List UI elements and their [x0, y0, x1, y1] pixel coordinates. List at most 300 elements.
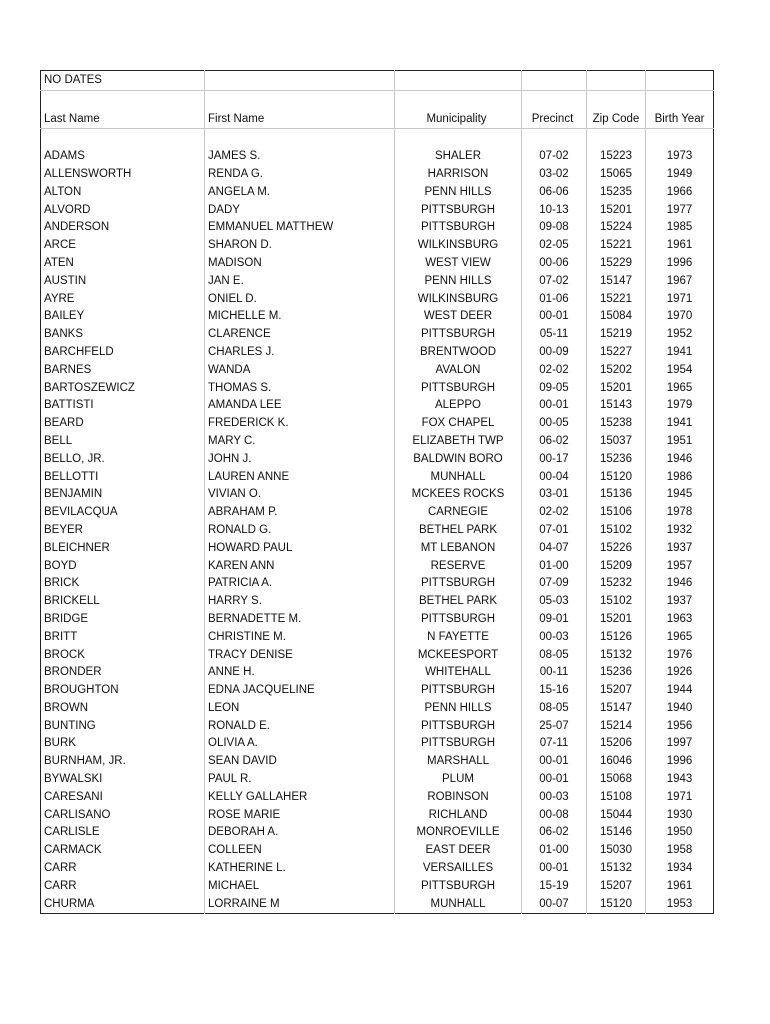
- cell-last-name: ARCE: [44, 239, 76, 252]
- cell-birth-year: 1954: [646, 362, 714, 380]
- cell-birth-year: 1997: [646, 735, 714, 753]
- table-row: [41, 326, 714, 344]
- cell-first-name: SHARON D.: [205, 237, 395, 255]
- cell-first-name: AMANDA LEE: [205, 397, 395, 415]
- header-zip-code: Zip Code: [587, 110, 646, 129]
- cell-zip-code: 15235: [587, 184, 646, 202]
- table-row: [41, 878, 714, 896]
- cell-birth-year: 1985: [646, 219, 714, 237]
- cell-first-name: MICHELLE M.: [205, 308, 395, 326]
- cell-precinct: 03-02: [522, 166, 587, 184]
- cell-precinct: 00-09: [522, 344, 587, 362]
- cell-last-name: ALVORD: [44, 203, 91, 216]
- cell-last-name: CHURMA: [44, 897, 95, 910]
- table-row: [41, 789, 714, 807]
- table-row: [41, 664, 714, 682]
- cell-precinct: 04-07: [522, 540, 587, 558]
- cell-zip-code: 15219: [587, 326, 646, 344]
- cell-precinct: 02-02: [522, 504, 587, 522]
- cell-municipality: PITTSBURGH: [395, 380, 522, 398]
- cell-precinct: 06-06: [522, 184, 587, 202]
- cell-last-name: BARNES: [44, 363, 92, 376]
- cell-birth-year: 1937: [646, 540, 714, 558]
- cell-zip-code: 15236: [587, 451, 646, 469]
- cell-zip-code: 15207: [587, 682, 646, 700]
- cell-birth-year: 1957: [646, 558, 714, 576]
- table-row: [41, 202, 714, 220]
- cell-birth-year: 1986: [646, 469, 714, 487]
- cell-zip-code: 15102: [587, 522, 646, 540]
- cell-precinct: 07-11: [522, 735, 587, 753]
- cell-municipality: PITTSBURGH: [395, 682, 522, 700]
- cell-birth-year: 1956: [646, 718, 714, 736]
- cell-zip-code: 15236: [587, 664, 646, 682]
- cell-municipality: PITTSBURGH: [395, 611, 522, 629]
- table-row: [41, 486, 714, 504]
- cell-municipality: MARSHALL: [395, 753, 522, 771]
- table-row: [41, 433, 714, 451]
- header-first-name: First Name: [205, 110, 395, 129]
- cell-zip-code: 15146: [587, 824, 646, 842]
- header-municipality: Municipality: [395, 110, 522, 129]
- table-row: [41, 237, 714, 255]
- cell-last-name: BUNTING: [44, 719, 96, 732]
- cell-municipality: VERSAILLES: [395, 860, 522, 878]
- cell-zip-code: 15202: [587, 362, 646, 380]
- cell-birth-year: 1930: [646, 807, 714, 825]
- cell-precinct: 02-02: [522, 362, 587, 380]
- cell-municipality: HARRISON: [395, 166, 522, 184]
- cell-birth-year: 1971: [646, 291, 714, 309]
- cell-precinct: 25-07: [522, 718, 587, 736]
- cell-first-name: ANGELA M.: [205, 184, 395, 202]
- cell-first-name: EMMANUEL MATTHEW: [205, 219, 395, 237]
- cell-first-name: VIVIAN O.: [205, 486, 395, 504]
- table-row: [41, 558, 714, 576]
- cell-municipality: ALEPPO: [395, 397, 522, 415]
- table-row: [41, 700, 714, 718]
- empty-cell: [646, 71, 714, 91]
- cell-zip-code: 16046: [587, 753, 646, 771]
- cell-municipality: FOX CHAPEL: [395, 415, 522, 433]
- table-row: [41, 611, 714, 629]
- cell-precinct: 08-05: [522, 647, 587, 665]
- cell-birth-year: 1970: [646, 308, 714, 326]
- cell-precinct: 06-02: [522, 433, 587, 451]
- cell-precinct: 00-01: [522, 397, 587, 415]
- table-row: [41, 415, 714, 433]
- cell-municipality: MONROEVILLE: [395, 824, 522, 842]
- cell-birth-year: 1966: [646, 184, 714, 202]
- cell-zip-code: 15044: [587, 807, 646, 825]
- cell-last-name: BROWN: [44, 701, 89, 714]
- cell-first-name: ABRAHAM P.: [205, 504, 395, 522]
- cell-zip-code: 15030: [587, 842, 646, 860]
- cell-birth-year: 1996: [646, 753, 714, 771]
- cell-zip-code: 15209: [587, 558, 646, 576]
- cell-zip-code: 15065: [587, 166, 646, 184]
- cell-municipality: RICHLAND: [395, 807, 522, 825]
- voter-spreadsheet: [40, 70, 714, 914]
- table-row: [41, 647, 714, 665]
- table-row: [41, 451, 714, 469]
- cell-first-name: HARRY S.: [205, 593, 395, 611]
- cell-zip-code: 15106: [587, 504, 646, 522]
- cell-last-name: BRITT: [44, 630, 78, 643]
- cell-municipality: BETHEL PARK: [395, 522, 522, 540]
- cell-first-name: KELLY GALLAHER: [205, 789, 395, 807]
- cell-precinct: 01-00: [522, 558, 587, 576]
- cell-first-name: LORRAINE M: [205, 896, 395, 914]
- cell-zip-code: 15224: [587, 219, 646, 237]
- cell-precinct: 00-07: [522, 896, 587, 914]
- cell-municipality: ELIZABETH TWP: [395, 433, 522, 451]
- cell-first-name: JAMES S.: [205, 148, 395, 166]
- header-row: [41, 110, 714, 129]
- cell-last-name: BELL: [44, 434, 73, 447]
- cell-zip-code: 15120: [587, 896, 646, 914]
- cell-first-name: HOWARD PAUL: [205, 540, 395, 558]
- cell-municipality: BRENTWOOD: [395, 344, 522, 362]
- cell-last-name: CARR: [44, 879, 77, 892]
- cell-birth-year: 1973: [646, 148, 714, 166]
- table-row: [41, 807, 714, 825]
- cell-municipality: PENN HILLS: [395, 273, 522, 291]
- cell-first-name: MICHAEL: [205, 878, 395, 896]
- cell-birth-year: 1941: [646, 415, 714, 433]
- table-row: [41, 575, 714, 593]
- cell-last-name: BLEICHNER: [44, 541, 110, 554]
- table-row: [41, 540, 714, 558]
- cell-precinct: 09-08: [522, 219, 587, 237]
- cell-birth-year: 1940: [646, 700, 714, 718]
- cell-zip-code: 15201: [587, 202, 646, 220]
- cell-first-name: LEON: [205, 700, 395, 718]
- cell-municipality: PITTSBURGH: [395, 878, 522, 896]
- cell-birth-year: 1943: [646, 771, 714, 789]
- cell-last-name: BYWALSKI: [44, 773, 103, 786]
- cell-first-name: JOHN J.: [205, 451, 395, 469]
- table-row: [41, 184, 714, 202]
- cell-municipality: PITTSBURGH: [395, 326, 522, 344]
- cell-last-name: BRIDGE: [44, 612, 89, 625]
- cell-precinct: 00-06: [522, 255, 587, 273]
- cell-last-name: BROCK: [44, 648, 85, 661]
- cell-municipality: PENN HILLS: [395, 184, 522, 202]
- cell-zip-code: 15147: [587, 273, 646, 291]
- cell-first-name: RONALD E.: [205, 718, 395, 736]
- cell-precinct: 01-00: [522, 842, 587, 860]
- cell-municipality: PITTSBURGH: [395, 575, 522, 593]
- cell-zip-code: 15126: [587, 629, 646, 647]
- table-row: [41, 273, 714, 291]
- cell-municipality: AVALON: [395, 362, 522, 380]
- cell-first-name: MARY C.: [205, 433, 395, 451]
- cell-municipality: MUNHALL: [395, 469, 522, 487]
- cell-birth-year: 1944: [646, 682, 714, 700]
- cell-precinct: 00-08: [522, 807, 587, 825]
- cell-zip-code: 15221: [587, 237, 646, 255]
- cell-first-name: LAUREN ANNE: [205, 469, 395, 487]
- cell-last-name: ALTON: [44, 185, 82, 198]
- cell-municipality: EAST DEER: [395, 842, 522, 860]
- cell-municipality: MCKEES ROCKS: [395, 486, 522, 504]
- cell-zip-code: 15136: [587, 486, 646, 504]
- cell-zip-code: 15068: [587, 771, 646, 789]
- empty-cell: [587, 71, 646, 91]
- table-row: [41, 896, 714, 914]
- cell-first-name: KAREN ANN: [205, 558, 395, 576]
- cell-last-name: BEVILACQUA: [44, 506, 118, 519]
- cell-precinct: 07-01: [522, 522, 587, 540]
- cell-precinct: 07-09: [522, 575, 587, 593]
- sheet-title: NO DATES: [41, 71, 205, 91]
- cell-birth-year: 1996: [646, 255, 714, 273]
- cell-municipality: RESERVE: [395, 558, 522, 576]
- table-row: [41, 504, 714, 522]
- cell-zip-code: 15232: [587, 575, 646, 593]
- empty-cell: [395, 71, 522, 91]
- cell-precinct: 05-03: [522, 593, 587, 611]
- cell-birth-year: 1961: [646, 878, 714, 896]
- cell-birth-year: 1946: [646, 575, 714, 593]
- cell-birth-year: 1965: [646, 380, 714, 398]
- cell-municipality: SHALER: [395, 148, 522, 166]
- table-row: [41, 629, 714, 647]
- cell-last-name: AYRE: [44, 292, 75, 305]
- cell-last-name: ADAMS: [44, 150, 85, 163]
- header-last-name: Last Name: [41, 110, 205, 129]
- cell-municipality: MT LEBANON: [395, 540, 522, 558]
- cell-municipality: MUNHALL: [395, 896, 522, 914]
- cell-first-name: RONALD G.: [205, 522, 395, 540]
- cell-first-name: EDNA JACQUELINE: [205, 682, 395, 700]
- spacer-row: [41, 90, 714, 109]
- cell-zip-code: 15238: [587, 415, 646, 433]
- cell-birth-year: 1979: [646, 397, 714, 415]
- table-row: [41, 344, 714, 362]
- cell-precinct: 02-05: [522, 237, 587, 255]
- cell-precinct: 00-04: [522, 469, 587, 487]
- cell-zip-code: 15108: [587, 789, 646, 807]
- cell-municipality: WHITEHALL: [395, 664, 522, 682]
- cell-first-name: OLIVIA A.: [205, 735, 395, 753]
- cell-first-name: TRACY DENISE: [205, 647, 395, 665]
- cell-zip-code: 15201: [587, 611, 646, 629]
- cell-last-name: AUSTIN: [44, 274, 87, 287]
- cell-precinct: 05-11: [522, 326, 587, 344]
- cell-precinct: 15-16: [522, 682, 587, 700]
- table-row: [41, 860, 714, 878]
- cell-municipality: WEST VIEW: [395, 255, 522, 273]
- cell-precinct: 10-13: [522, 202, 587, 220]
- table-row: [41, 522, 714, 540]
- cell-first-name: CLARENCE: [205, 326, 395, 344]
- cell-precinct: 00-17: [522, 451, 587, 469]
- cell-zip-code: 15084: [587, 308, 646, 326]
- cell-municipality: WILKINSBURG: [395, 291, 522, 309]
- cell-birth-year: 1967: [646, 273, 714, 291]
- cell-birth-year: 1961: [646, 237, 714, 255]
- cell-precinct: 00-11: [522, 664, 587, 682]
- cell-birth-year: 1976: [646, 647, 714, 665]
- cell-birth-year: 1937: [646, 593, 714, 611]
- cell-precinct: 00-01: [522, 308, 587, 326]
- cell-birth-year: 1977: [646, 202, 714, 220]
- cell-birth-year: 1941: [646, 344, 714, 362]
- cell-municipality: N FAYETTE: [395, 629, 522, 647]
- cell-precinct: 00-03: [522, 629, 587, 647]
- cell-last-name: BROUGHTON: [44, 684, 119, 697]
- cell-first-name: RENDA G.: [205, 166, 395, 184]
- cell-first-name: THOMAS S.: [205, 380, 395, 398]
- table-row: [41, 397, 714, 415]
- cell-first-name: ROSE MARIE: [205, 807, 395, 825]
- cell-last-name: BENJAMIN: [44, 488, 103, 501]
- cell-municipality: CARNEGIE: [395, 504, 522, 522]
- table-row: [41, 753, 714, 771]
- cell-birth-year: 1978: [646, 504, 714, 522]
- cell-precinct: 09-05: [522, 380, 587, 398]
- cell-zip-code: 15132: [587, 860, 646, 878]
- cell-precinct: 00-05: [522, 415, 587, 433]
- table-row: [41, 291, 714, 309]
- table-row: [41, 735, 714, 753]
- cell-birth-year: 1950: [646, 824, 714, 842]
- cell-birth-year: 1971: [646, 789, 714, 807]
- cell-last-name: ALLENSWORTH: [44, 167, 132, 180]
- table-row: [41, 718, 714, 736]
- cell-last-name: BURNHAM, JR.: [44, 755, 126, 768]
- table-row: [41, 824, 714, 842]
- cell-birth-year: 1946: [646, 451, 714, 469]
- table-row: [41, 682, 714, 700]
- cell-last-name: BEYER: [44, 523, 83, 536]
- cell-first-name: COLLEEN: [205, 842, 395, 860]
- cell-first-name: ONIEL D.: [205, 291, 395, 309]
- cell-first-name: KATHERINE L.: [205, 860, 395, 878]
- cell-first-name: CHARLES J.: [205, 344, 395, 362]
- cell-precinct: 01-06: [522, 291, 587, 309]
- cell-precinct: 03-01: [522, 486, 587, 504]
- cell-last-name: BRICKELL: [44, 595, 100, 608]
- title-row: [41, 71, 714, 91]
- cell-birth-year: 1932: [646, 522, 714, 540]
- cell-birth-year: 1934: [646, 860, 714, 878]
- cell-municipality: PITTSBURGH: [395, 735, 522, 753]
- cell-precinct: 00-01: [522, 753, 587, 771]
- empty-cell: [522, 71, 587, 91]
- cell-last-name: BEARD: [44, 417, 84, 430]
- cell-last-name: CARLISLE: [44, 826, 100, 839]
- cell-precinct: 00-03: [522, 789, 587, 807]
- spacer-row: [41, 129, 714, 148]
- cell-zip-code: 15120: [587, 469, 646, 487]
- cell-last-name: BRICK: [44, 577, 80, 590]
- cell-zip-code: 15201: [587, 380, 646, 398]
- table-row: [41, 842, 714, 860]
- table-row: [41, 308, 714, 326]
- cell-first-name: MADISON: [205, 255, 395, 273]
- cell-last-name: BOYD: [44, 559, 77, 572]
- cell-last-name: BARCHFELD: [44, 345, 114, 358]
- cell-last-name: BELLOTTI: [44, 470, 99, 483]
- cell-zip-code: 15147: [587, 700, 646, 718]
- table-row: [41, 380, 714, 398]
- header-precinct: Precinct: [522, 110, 587, 129]
- cell-birth-year: 1926: [646, 664, 714, 682]
- cell-birth-year: 1945: [646, 486, 714, 504]
- cell-first-name: WANDA: [205, 362, 395, 380]
- cell-first-name: DEBORAH A.: [205, 824, 395, 842]
- cell-last-name: BURK: [44, 737, 76, 750]
- table-row: [41, 362, 714, 380]
- table-row: [41, 593, 714, 611]
- table-row: [41, 166, 714, 184]
- cell-zip-code: 15207: [587, 878, 646, 896]
- cell-birth-year: 1953: [646, 896, 714, 914]
- cell-zip-code: 15226: [587, 540, 646, 558]
- cell-municipality: BETHEL PARK: [395, 593, 522, 611]
- cell-last-name: BELLO, JR.: [44, 452, 105, 465]
- table-row: [41, 219, 714, 237]
- cell-precinct: 08-05: [522, 700, 587, 718]
- cell-last-name: CARR: [44, 862, 77, 875]
- cell-birth-year: 1965: [646, 629, 714, 647]
- cell-precinct: 07-02: [522, 273, 587, 291]
- cell-last-name: BARTOSZEWICZ: [44, 381, 135, 394]
- cell-first-name: PATRICIA A.: [205, 575, 395, 593]
- cell-zip-code: 15102: [587, 593, 646, 611]
- cell-zip-code: 15143: [587, 397, 646, 415]
- cell-precinct: 15-19: [522, 878, 587, 896]
- cell-municipality: PITTSBURGH: [395, 718, 522, 736]
- cell-first-name: SEAN DAVID: [205, 753, 395, 771]
- cell-last-name: CARLISANO: [44, 808, 111, 821]
- cell-zip-code: 15037: [587, 433, 646, 451]
- cell-zip-code: 15229: [587, 255, 646, 273]
- cell-birth-year: 1958: [646, 842, 714, 860]
- table-row: [41, 469, 714, 487]
- cell-municipality: BALDWIN BORO: [395, 451, 522, 469]
- cell-zip-code: 15221: [587, 291, 646, 309]
- cell-municipality: ROBINSON: [395, 789, 522, 807]
- cell-first-name: CHRISTINE M.: [205, 629, 395, 647]
- cell-precinct: 00-01: [522, 771, 587, 789]
- cell-first-name: JAN E.: [205, 273, 395, 291]
- cell-municipality: MCKEESPORT: [395, 647, 522, 665]
- cell-last-name: BATTISTI: [44, 399, 94, 412]
- cell-birth-year: 1949: [646, 166, 714, 184]
- cell-first-name: PAUL R.: [205, 771, 395, 789]
- cell-zip-code: 15227: [587, 344, 646, 362]
- cell-last-name: CARMACK: [44, 844, 102, 857]
- cell-zip-code: 15132: [587, 647, 646, 665]
- cell-municipality: PITTSBURGH: [395, 219, 522, 237]
- table-row: [41, 771, 714, 789]
- cell-zip-code: 15214: [587, 718, 646, 736]
- cell-municipality: PLUM: [395, 771, 522, 789]
- cell-precinct: 09-01: [522, 611, 587, 629]
- cell-last-name: BANKS: [44, 328, 83, 341]
- cell-precinct: 00-01: [522, 860, 587, 878]
- cell-birth-year: 1952: [646, 326, 714, 344]
- cell-last-name: CARESANI: [44, 790, 103, 803]
- table-row: [41, 255, 714, 273]
- cell-birth-year: 1951: [646, 433, 714, 451]
- cell-last-name: BAILEY: [44, 310, 85, 323]
- cell-last-name: ATEN: [44, 256, 74, 269]
